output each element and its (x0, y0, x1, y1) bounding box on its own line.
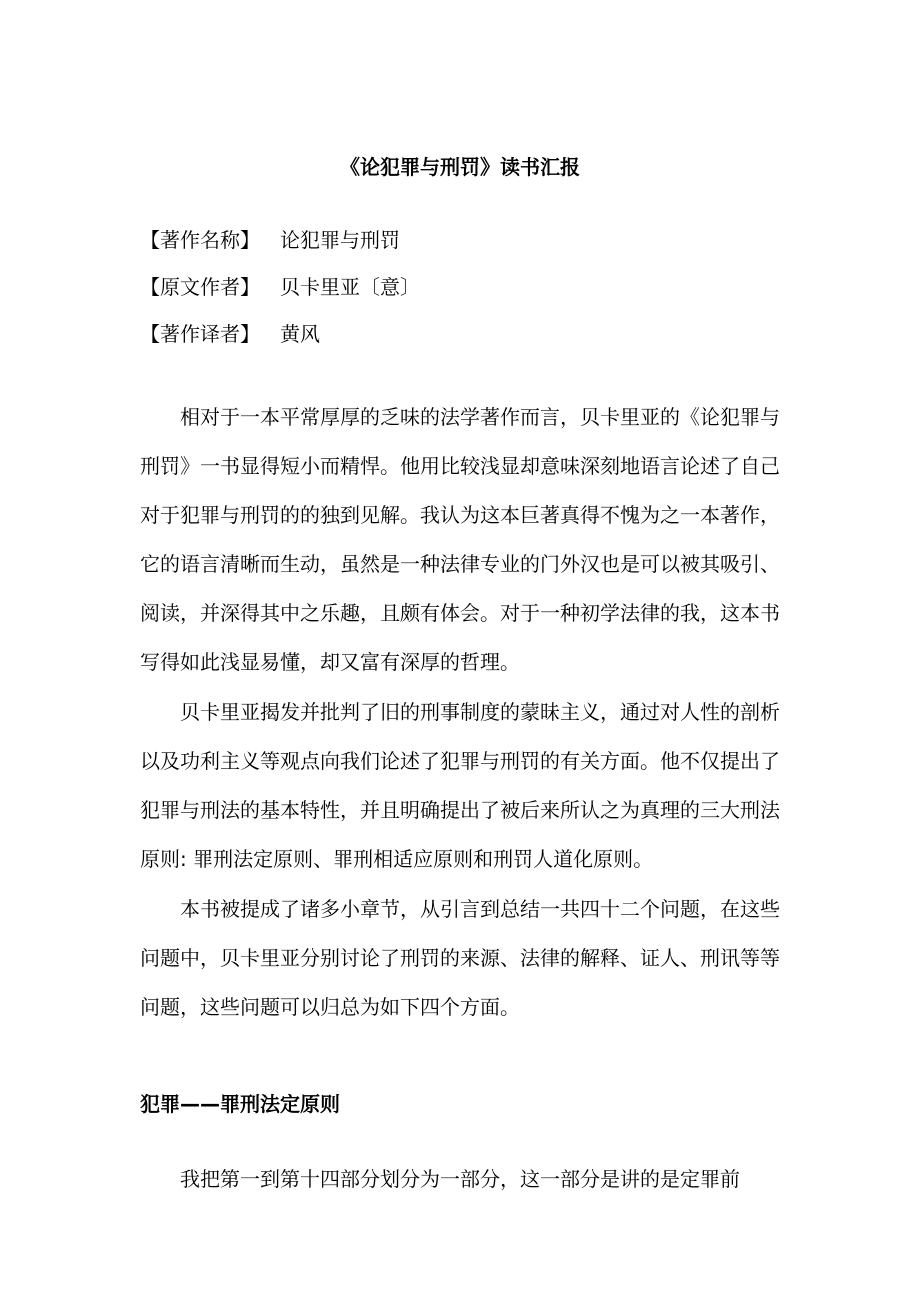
book-info-list (140, 226, 420, 367)
book-info-row-title (140, 226, 420, 273)
paragraph: 本书被提成了诸多小章节，从引言到总结一共四十二个问题，在这些问题中，贝卡里亚分别讨论了刑罚的来源、法律的解释、证人、刑讯等等问题，这些问题可以归总为如下四个方面。 (140, 897, 780, 1019)
document-title: 《论犯罪与刑罚》读书汇报 (340, 155, 580, 179)
book-info-value: 论犯罪与刑罚 (280, 228, 400, 252)
paragraph: 相对于一本平常厚厚的乏味的法学著作而言，贝卡里亚的《论犯罪与刑罚》一书显得短小而精悍。他用比较浅显却意味深刻地语言论述了自己对于犯罪与刑罚的的独到见解。我认为这本巨著真得不愧为之一本著作，它的语言清晰而生动，虽然是一种法律专业的门外汉也是可以被其吸引、阅读，并深得其中之乐趣，且颇有体会。对于一种初学法律的我，这本书写得如此浅显易懂，却又富有深厚的哲理。 (140, 405, 780, 674)
paragraph: 贝卡里亚揭发并批判了旧的刑事制度的蒙昧主义，通过对人性的剖析以及功利主义等观点向我们论述了犯罪与刑罚的有关方面。他不仅提出了犯罪与刑法的基本特性，并且明确提出了被后来所认之为真理的三大刑法原则: 罪刑法定原则、罪刑相适应原则和刑罚人道化原则。 (140, 700, 780, 871)
section-body (140, 1155, 780, 1204)
body-section (140, 393, 780, 1032)
book-info-row-author (140, 273, 420, 320)
book-info-key: 【著作译者】 (140, 322, 260, 346)
book-info-key: 【著作名称】 (140, 228, 260, 252)
book-info-value: 贝卡里亚〔意〕 (280, 275, 420, 299)
book-info-row-translator (140, 320, 420, 367)
section-heading: 犯罪——罪刑法定原则 (140, 1092, 340, 1116)
paragraph: 我把第一到第十四部分划分为一部分，这一部分是讲的是定罪前 (180, 1167, 740, 1191)
book-info-key: 【原文作者】 (140, 275, 260, 299)
book-info-value: 黄风 (280, 322, 320, 346)
